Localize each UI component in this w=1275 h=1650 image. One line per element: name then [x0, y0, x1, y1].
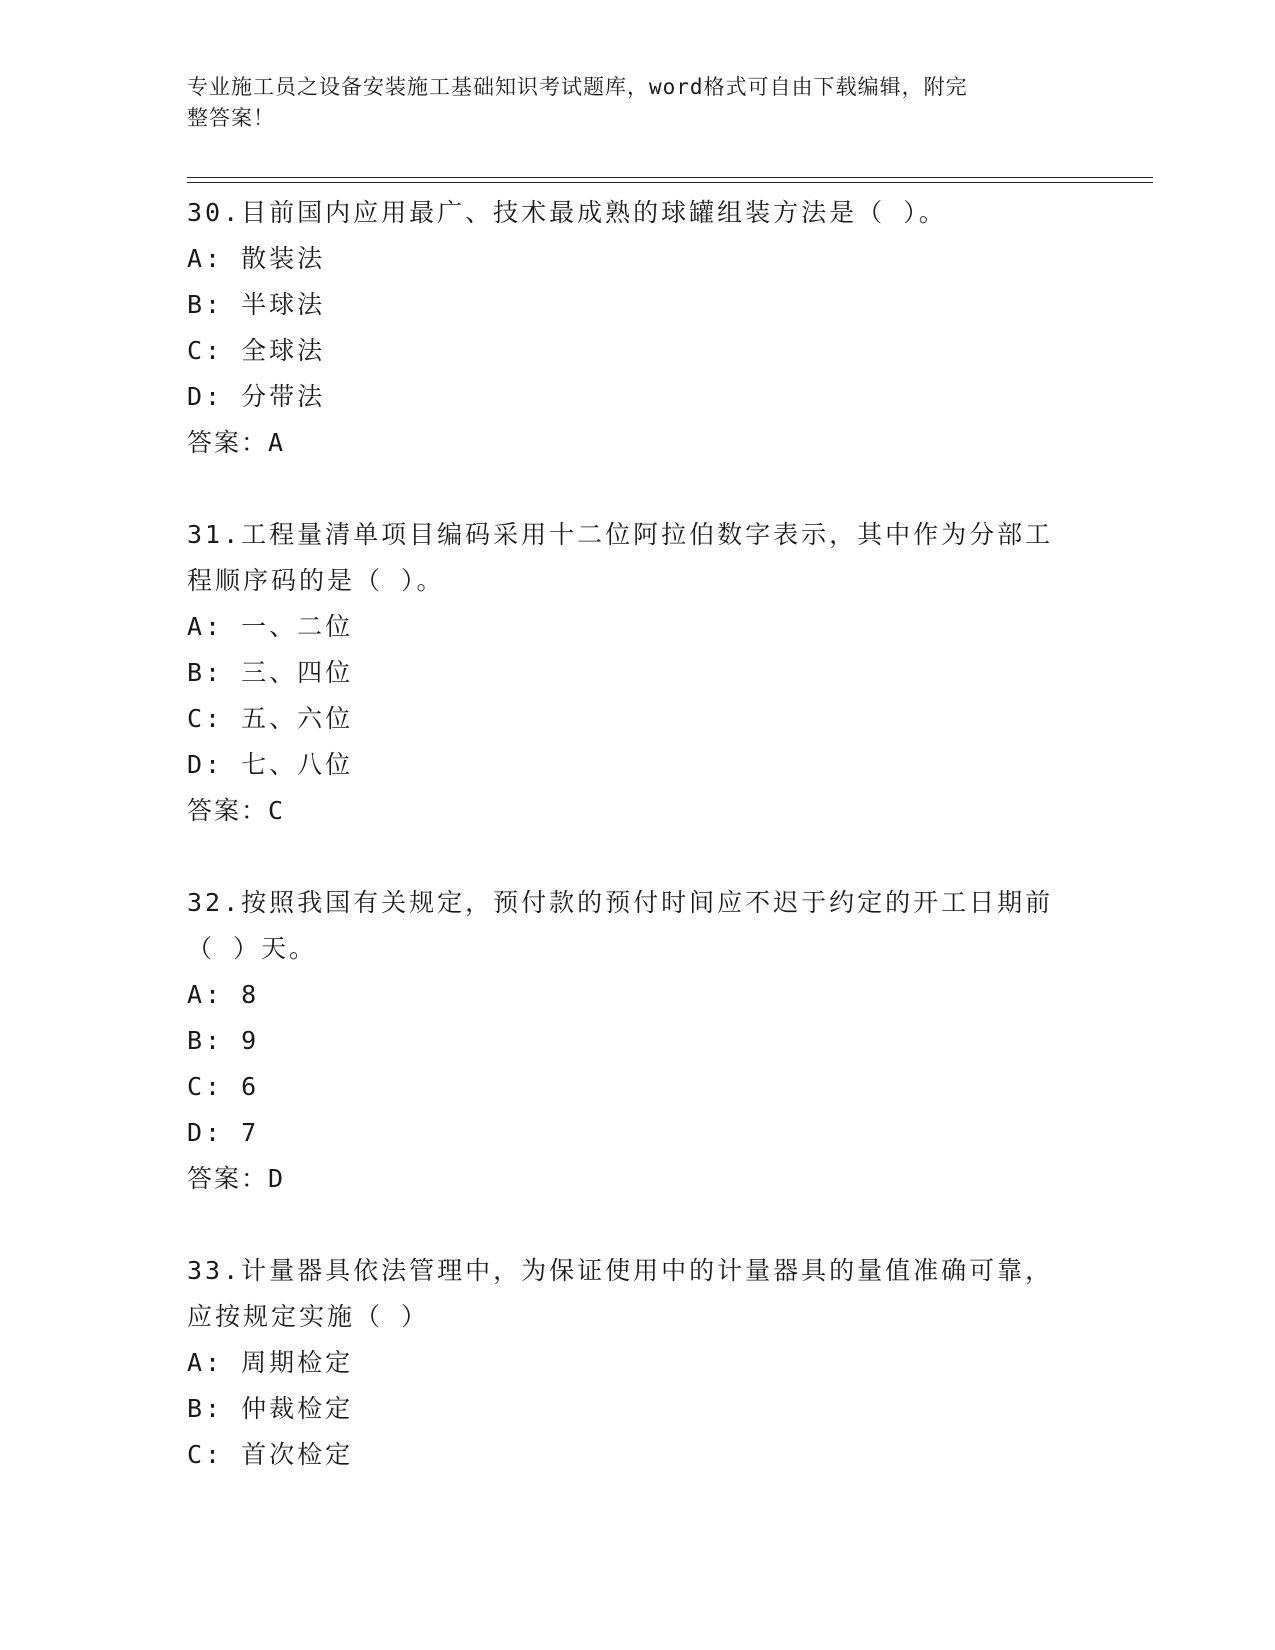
option-b: B: 仲裁检定 [187, 1394, 354, 1423]
option-c: C: 全球法 [187, 336, 326, 365]
question-stem-line-1: 31.工程量清单项目编码采用十二位阿拉伯数字表示，其中作为分部工 [187, 520, 1054, 549]
option-a: A: 散装法 [187, 244, 326, 273]
answer-label: 答案： [187, 796, 269, 825]
option-d: D: 7 [187, 1118, 260, 1147]
option-d: D: 七、八位 [187, 750, 354, 779]
question-stem-line-1: 32.按照我国有关规定，预付款的预付时间应不迟于约定的开工日期前 [187, 888, 1054, 917]
option-c: C: 五、六位 [187, 704, 354, 733]
answer-line [187, 788, 1087, 834]
header-line-1: 专业施工员之设备安装施工基础知识考试题库，word格式可自由下载编辑，附完 [187, 75, 968, 99]
question-31 [187, 512, 1087, 834]
option-c: C: 首次检定 [187, 1440, 354, 1469]
question-stem-line-2: 程顺序码的是（ ）。 [187, 566, 445, 595]
option-c: C: 6 [187, 1072, 260, 1101]
question-32 [187, 880, 1087, 1202]
option-a: A: 周期检定 [187, 1348, 354, 1377]
double-rule-bottom [187, 182, 1153, 183]
answer-label: 答案： [187, 428, 269, 457]
document-header [187, 72, 1067, 134]
question-list [187, 190, 1087, 1524]
answer-value: C [268, 796, 286, 825]
answer-label: 答案： [187, 1164, 269, 1193]
option-a: A: 一、二位 [187, 612, 354, 641]
question-33 [187, 1248, 1087, 1478]
question-stem-line-2: 应按规定实施（ ） [187, 1302, 430, 1331]
option-a: A: 8 [187, 980, 260, 1009]
double-rule-top [187, 177, 1153, 178]
question-30 [187, 190, 1087, 466]
answer-value: A [268, 428, 286, 457]
question-stem-line-2: （ ）天。 [187, 934, 318, 963]
option-b: B: 半球法 [187, 290, 326, 319]
option-b: B: 三、四位 [187, 658, 354, 687]
question-stem-line-1: 33.计量器具依法管理中，为保证使用中的计量器具的量值准确可靠， [187, 1256, 1054, 1285]
option-b: B: 9 [187, 1026, 260, 1055]
answer-value: D [268, 1164, 286, 1193]
question-stem: 30.目前国内应用最广、技术最成熟的球罐组装方法是（ ）。 [187, 198, 947, 227]
answer-line [187, 420, 1087, 466]
header-line-2: 整答案！ [187, 106, 275, 130]
option-d: D: 分带法 [187, 382, 326, 411]
answer-line [187, 1156, 1087, 1202]
